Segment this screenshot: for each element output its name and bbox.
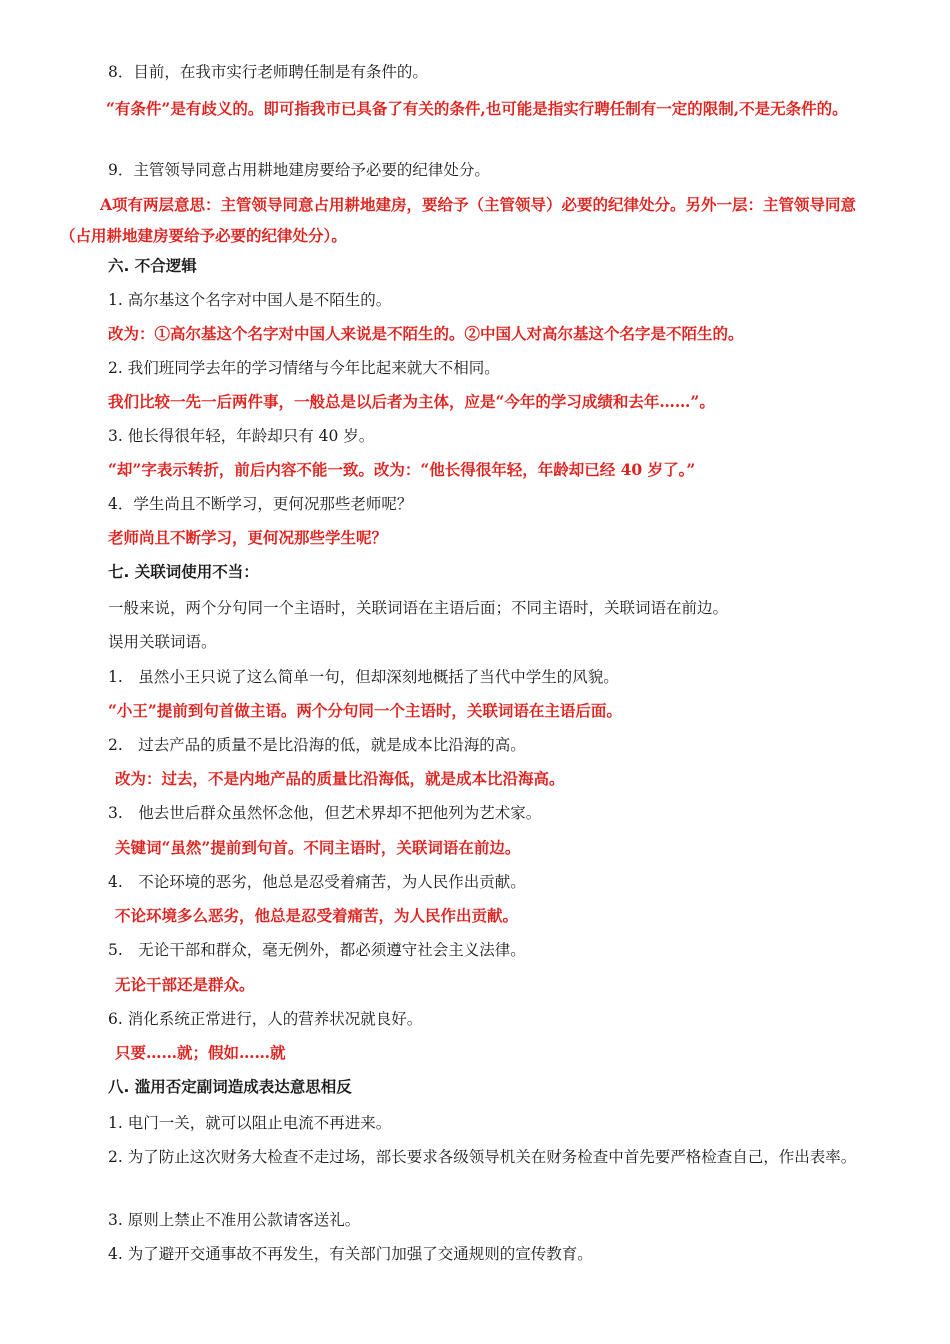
question-8-1: 1. 电门一关，就可以阻止电流不再进来。 [108,1114,392,1132]
section-heading-6: 六. 不合逻辑 [108,257,197,275]
answer-6-3: “却”字表示转折，前后内容不能一致。改为：“他长得很年轻，年龄却已经 40 岁了。” [108,460,696,479]
section-heading-7: 七. 关联词使用不当： [108,563,259,581]
answer-7-4: 不论环境多么恶劣，他总是忍受着痛苦，为人民作出贡献。 [115,906,519,925]
question-7-6: 6. 消化系统正常进行，人的营养状况就良好。 [108,1010,423,1028]
question-7-4: 4. 不论环境的恶劣，他总是忍受着痛苦，为人民作出贡献。 [108,873,526,891]
answer-7-5: 无论干部还是群众。 [115,975,255,994]
answer-7-3: 关键词“虽然”提前到句首。不同主语时，关联词语在前边。 [115,838,521,857]
question-7-2: 2. 过去产品的质量不是比沿海的低，就是成本比沿海的高。 [108,736,526,754]
question-7-1: 1. 虽然小王只说了这么简单一句，但却深刻地概括了当代中学生的风貌。 [108,668,619,686]
question-6-4: 4．学生尚且不断学习，更何况那些老师呢？ [108,495,413,513]
question-8-4: 4. 为了避开交通事故不再发生，有关部门加强了交通规则的宣传教育。 [108,1245,593,1263]
answer-7-1: “小王”提前到句首做主语。两个分句同一个主语时，关联词语在主语后面。 [108,701,622,720]
section-7-subtitle: 误用关联词语。 [108,633,217,651]
question-8-2: 2. 为了防止这次财务大检查不走过场，部长要求各级领导机关在财务检查中首先要严格检查自己，作出表率。 [108,1148,857,1166]
question-7-3: 3. 他去世后群众虽然怀念他，但艺术界却不把他列为艺术家。 [108,804,542,822]
question-6-1: 1. 高尔基这个名字对中国人是不陌生的。 [108,291,392,309]
question-8-3: 3. 原则上禁止不准用公款请客送礼。 [108,1211,361,1229]
section-heading-8: 八. 滥用否定副词造成表达意思相反 [108,1078,352,1096]
question-7-5: 5. 无论干部和群众，毫无例外，都必须遵守社会主义法律。 [108,941,526,959]
question-6-2: 2. 我们班同学去年的学习情绪与今年比起来就大不相同。 [108,359,500,377]
question-6-3: 3. 他长得很年轻，年龄却只有 40 岁。 [108,427,375,445]
answer-7-2: 改为：过去，不是内地产品的质量比沿海低，就是成本比沿海高。 [115,769,565,788]
answer-7-6: 只要……就；假如……就 [115,1043,286,1062]
question-9: 9．主管领导同意占用耕地建房要给予必要的纪律处分。 [108,161,490,179]
answer-6-1: 改为：①高尔基这个名字对中国人来说是不陌生的。②中国人对高尔基这个名字是不陌生的。 [108,324,744,343]
answer-9: A项有两层意思：主管领导同意占用耕地建房，要给予（主管领导）必要的纪律处分。另外一层：主管领导同意（占用耕地建房要给予必要的纪律处分）。 [60,195,857,245]
answer-8: “有条件”是有歧义的。即可指我市已具备了有关的条件,也可能是指实行聘任制有一定的限制,不是无条件的。 [106,99,848,118]
answer-6-2: 我们比较一先一后两件事，一般总是以后者为主体，应是“今年的学习成绩和去年……”。 [108,392,715,411]
question-8: 8．目前，在我市实行老师聘任制是有条件的。 [108,63,428,81]
answer-6-4: 老师尚且不断学习，更何况那些学生呢？ [108,528,388,547]
section-7-rule: 一般来说，两个分句同一个主语时，关联词语在主语后面；不同主语时，关联词语在前边。 [108,599,729,617]
